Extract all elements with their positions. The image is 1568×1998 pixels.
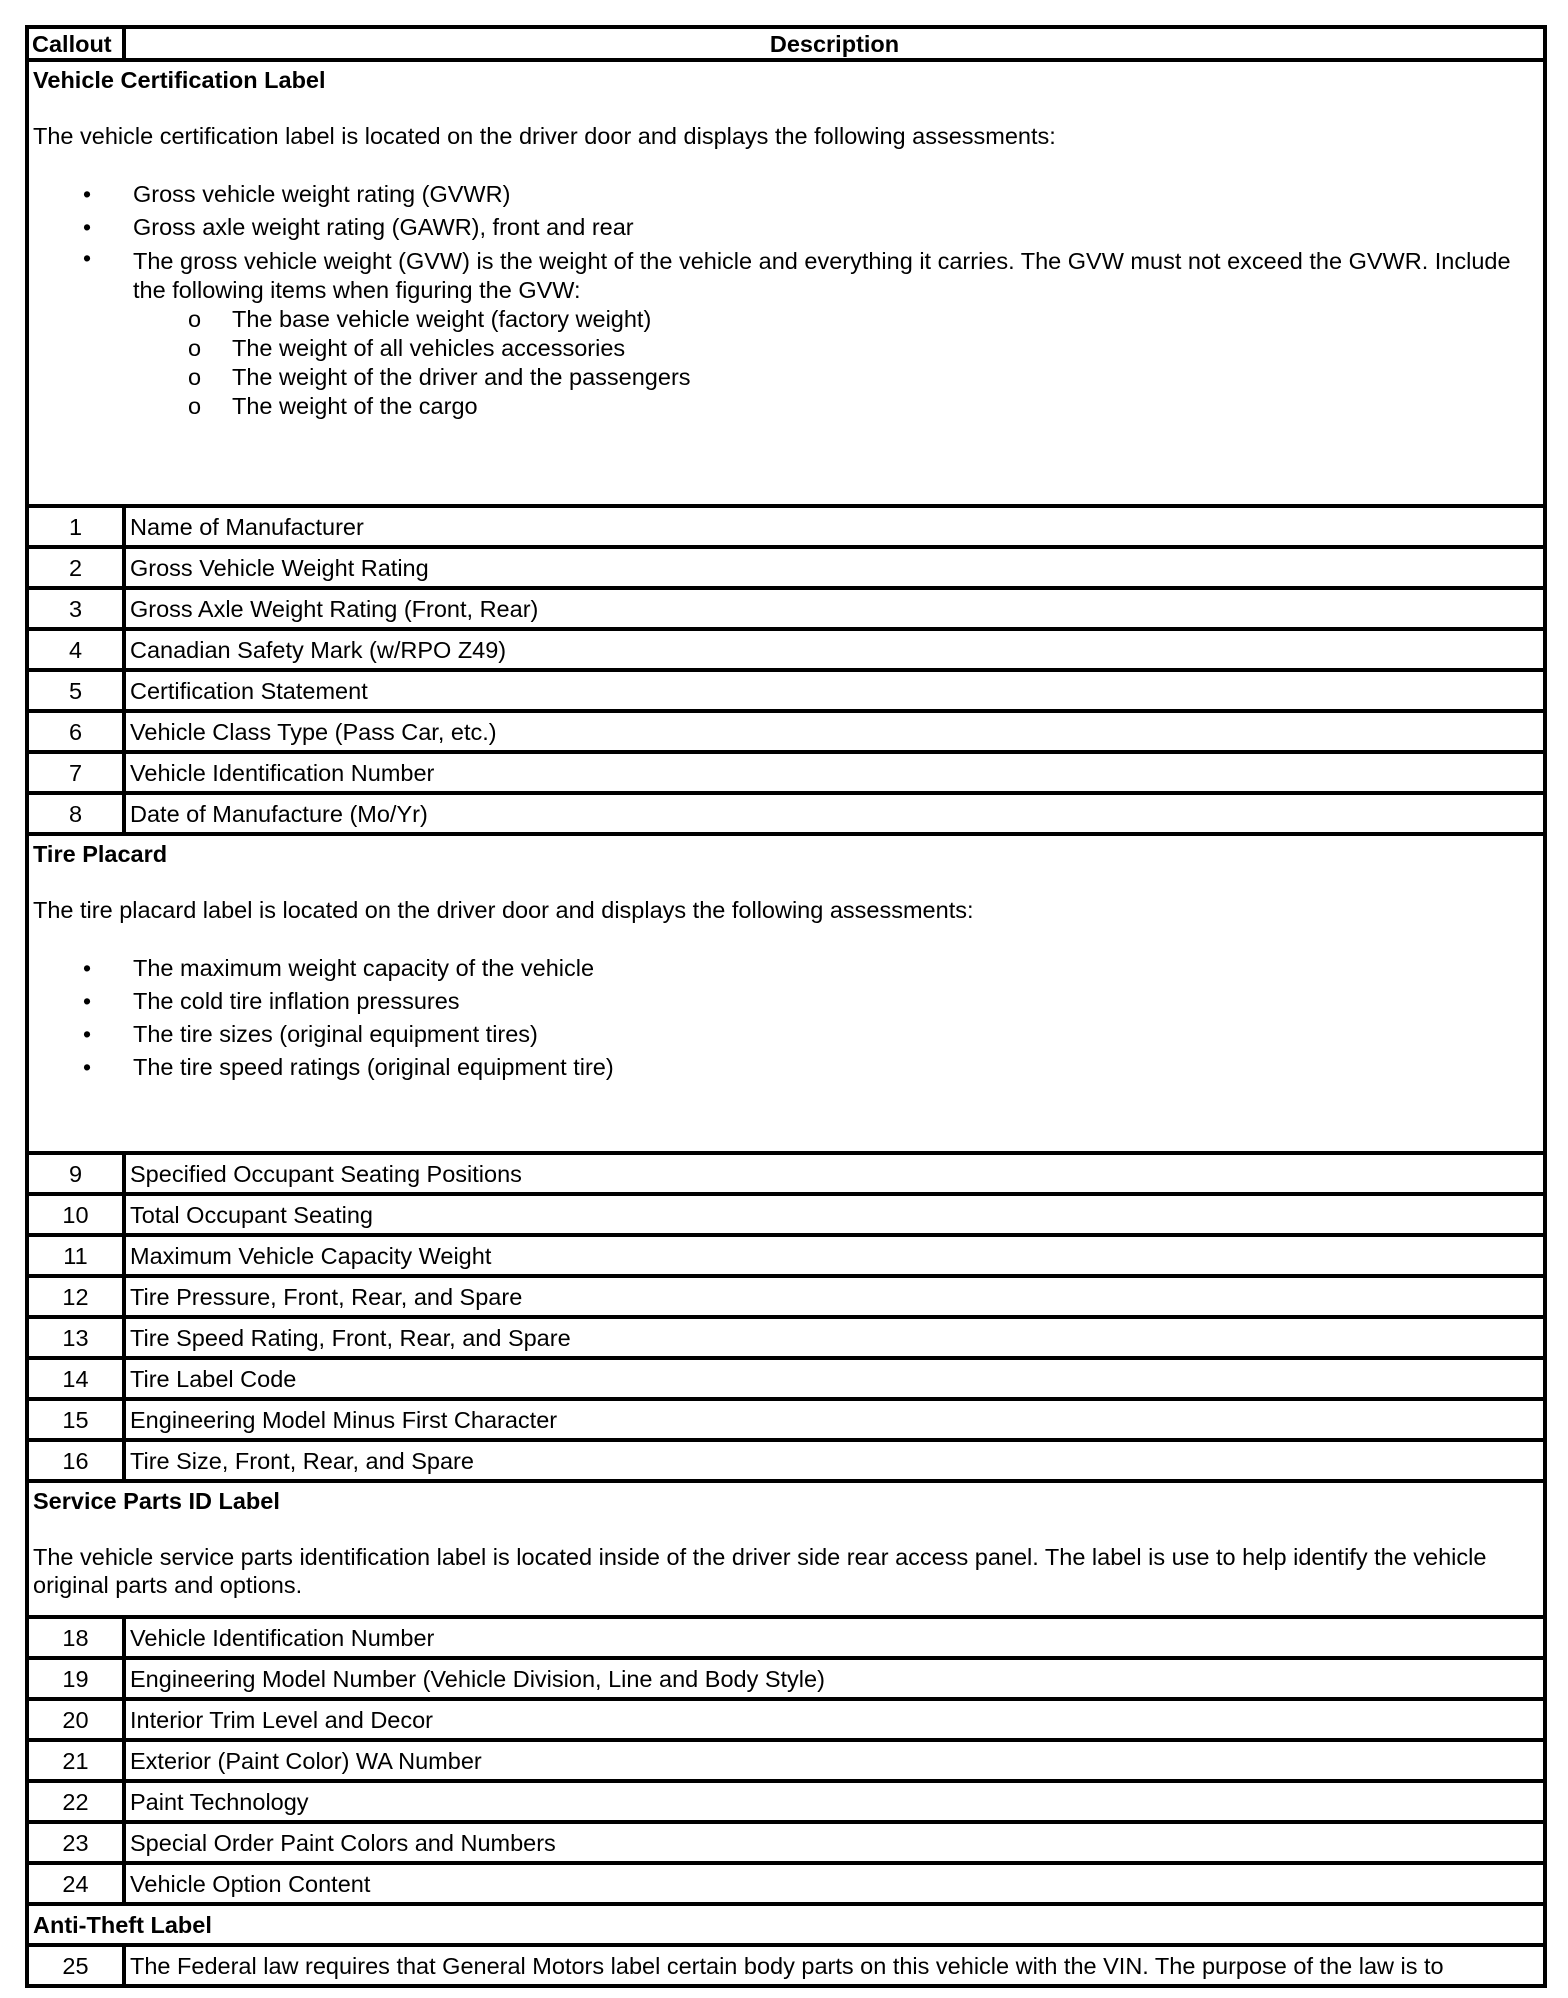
sub-list-item: o The weight of the driver and the passengers xyxy=(33,363,1539,392)
callout-description: Canadian Safety Mark (w/RPO Z49) xyxy=(124,629,1545,670)
table-row xyxy=(27,506,1545,547)
table-row xyxy=(27,1863,1545,1904)
table-row xyxy=(27,1235,1545,1276)
callout-number: 2 xyxy=(27,547,124,588)
callout-description: Gross Vehicle Weight Rating xyxy=(124,547,1545,588)
callout-description: Tire Label Code xyxy=(124,1358,1545,1399)
list-item-text: The gross vehicle weight (GVW) is the weight of the vehicle and everything it carries. The GVW must not exceed the GVWR. Include the following items when figuring the GVW: xyxy=(133,248,1511,303)
table-row xyxy=(27,1740,1545,1781)
callout-description: Name of Manufacturer xyxy=(124,506,1545,547)
callout-number: 8 xyxy=(27,793,124,834)
callout-number: 21 xyxy=(27,1740,124,1781)
callout-number: 1 xyxy=(27,506,124,547)
callout-description: Paint Technology xyxy=(124,1781,1545,1822)
sub-bullet-list xyxy=(133,305,1539,421)
table-row xyxy=(27,670,1545,711)
table-row xyxy=(27,1276,1545,1317)
section-intro: The tire placard label is located on the driver door and displays the following assessments: xyxy=(33,897,974,923)
callout-number: 4 xyxy=(27,629,124,670)
callout-description: Certification Statement xyxy=(124,670,1545,711)
callout-number: 16 xyxy=(27,1440,124,1481)
bullet-list xyxy=(33,952,1539,1084)
callout-description: Maximum Vehicle Capacity Weight xyxy=(124,1235,1545,1276)
table-row xyxy=(27,588,1545,629)
table-row xyxy=(27,1617,1545,1658)
section-service-parts-id xyxy=(27,1481,1545,1617)
callout-description: Tire Pressure, Front, Rear, and Spare xyxy=(124,1276,1545,1317)
callout-description: Special Order Paint Colors and Numbers xyxy=(124,1822,1545,1863)
list-item: • The cold tire inflation pressures xyxy=(33,985,1539,1018)
table-row xyxy=(27,1822,1545,1863)
table-header-row xyxy=(27,27,1545,60)
callout-number: 24 xyxy=(27,1863,124,1904)
table-row xyxy=(27,629,1545,670)
section-anti-theft xyxy=(27,1904,1545,1945)
table-row xyxy=(27,1358,1545,1399)
callout-description: The Federal law requires that General Motors label certain body parts on this vehicle with the VIN. The purpose of the law is to xyxy=(124,1945,1545,1986)
callout-description: Gross Axle Weight Rating (Front, Rear) xyxy=(124,588,1545,629)
callout-number: 14 xyxy=(27,1358,124,1399)
section-title: Service Parts ID Label xyxy=(33,1488,280,1514)
header-description: Description xyxy=(124,27,1545,60)
callout-number: 10 xyxy=(27,1194,124,1235)
callout-number: 15 xyxy=(27,1399,124,1440)
list-item: • The tire sizes (original equipment tires) xyxy=(33,1018,1539,1051)
callout-number: 13 xyxy=(27,1317,124,1358)
header-callout: Callout xyxy=(27,27,124,60)
table-row xyxy=(27,1699,1545,1740)
sub-list-item: o The weight of the cargo xyxy=(33,392,1539,421)
table-row xyxy=(27,1658,1545,1699)
list-item: • The maximum weight capacity of the vehicle xyxy=(33,952,1539,985)
callout-number: 6 xyxy=(27,711,124,752)
callout-number: 9 xyxy=(27,1153,124,1194)
bullet-list xyxy=(33,178,1539,421)
callout-description: Vehicle Option Content xyxy=(124,1863,1545,1904)
section-title: Tire Placard xyxy=(33,841,168,867)
callout-table xyxy=(25,25,1547,1988)
section-intro: The vehicle certification label is located on the driver door and displays the following assessments: xyxy=(33,123,1056,149)
table-row xyxy=(27,1194,1545,1235)
callout-number: 20 xyxy=(27,1699,124,1740)
section-vehicle-certification xyxy=(27,60,1545,506)
list-item: • Gross axle weight rating (GAWR), front and rear xyxy=(33,211,1539,244)
callout-description: Total Occupant Seating xyxy=(124,1194,1545,1235)
table-row xyxy=(27,711,1545,752)
table-row xyxy=(27,1153,1545,1194)
callout-description: Engineering Model Minus First Character xyxy=(124,1399,1545,1440)
callout-description: Date of Manufacture (Mo/Yr) xyxy=(124,793,1545,834)
callout-number: 22 xyxy=(27,1781,124,1822)
list-item: • The tire speed ratings (original equipment tire) xyxy=(33,1051,1539,1084)
callout-description: Specified Occupant Seating Positions xyxy=(124,1153,1545,1194)
callout-description: Tire Size, Front, Rear, and Spare xyxy=(124,1440,1545,1481)
callout-description: Tire Speed Rating, Front, Rear, and Spare xyxy=(124,1317,1545,1358)
callout-description: Exterior (Paint Color) WA Number xyxy=(124,1740,1545,1781)
table-row xyxy=(27,1781,1545,1822)
callout-number: 23 xyxy=(27,1822,124,1863)
table-row xyxy=(27,1945,1545,1986)
table-row xyxy=(27,1440,1545,1481)
callout-description: Vehicle Identification Number xyxy=(124,1617,1545,1658)
callout-number: 12 xyxy=(27,1276,124,1317)
list-item: • Gross vehicle weight rating (GVWR) xyxy=(33,178,1539,211)
table-row xyxy=(27,1399,1545,1440)
table-row xyxy=(27,547,1545,588)
section-title: Vehicle Certification Label xyxy=(33,67,326,93)
callout-description: Vehicle Identification Number xyxy=(124,752,1545,793)
callout-number: 3 xyxy=(27,588,124,629)
callout-number: 18 xyxy=(27,1617,124,1658)
callout-description: Vehicle Class Type (Pass Car, etc.) xyxy=(124,711,1545,752)
callout-number: 7 xyxy=(27,752,124,793)
callout-number: 25 xyxy=(27,1945,124,1986)
sub-list-item: o The weight of all vehicles accessories xyxy=(33,334,1539,363)
callout-number: 19 xyxy=(27,1658,124,1699)
callout-number: 11 xyxy=(27,1235,124,1276)
callout-number: 5 xyxy=(27,670,124,711)
table-row xyxy=(27,1317,1545,1358)
section-tire-placard xyxy=(27,834,1545,1153)
callout-description: Engineering Model Number (Vehicle Division, Line and Body Style) xyxy=(124,1658,1545,1699)
callout-description: Interior Trim Level and Decor xyxy=(124,1699,1545,1740)
section-intro: The vehicle service parts identification label is located inside of the driver side rear access panel. The label is use to help identify the vehicle original parts and options. xyxy=(33,1544,1487,1598)
table-row xyxy=(27,793,1545,834)
list-item xyxy=(33,244,1539,421)
table-row xyxy=(27,752,1545,793)
section-title: Anti-Theft Label xyxy=(27,1904,1545,1945)
sub-list-item: o The base vehicle weight (factory weight) xyxy=(33,305,1539,334)
